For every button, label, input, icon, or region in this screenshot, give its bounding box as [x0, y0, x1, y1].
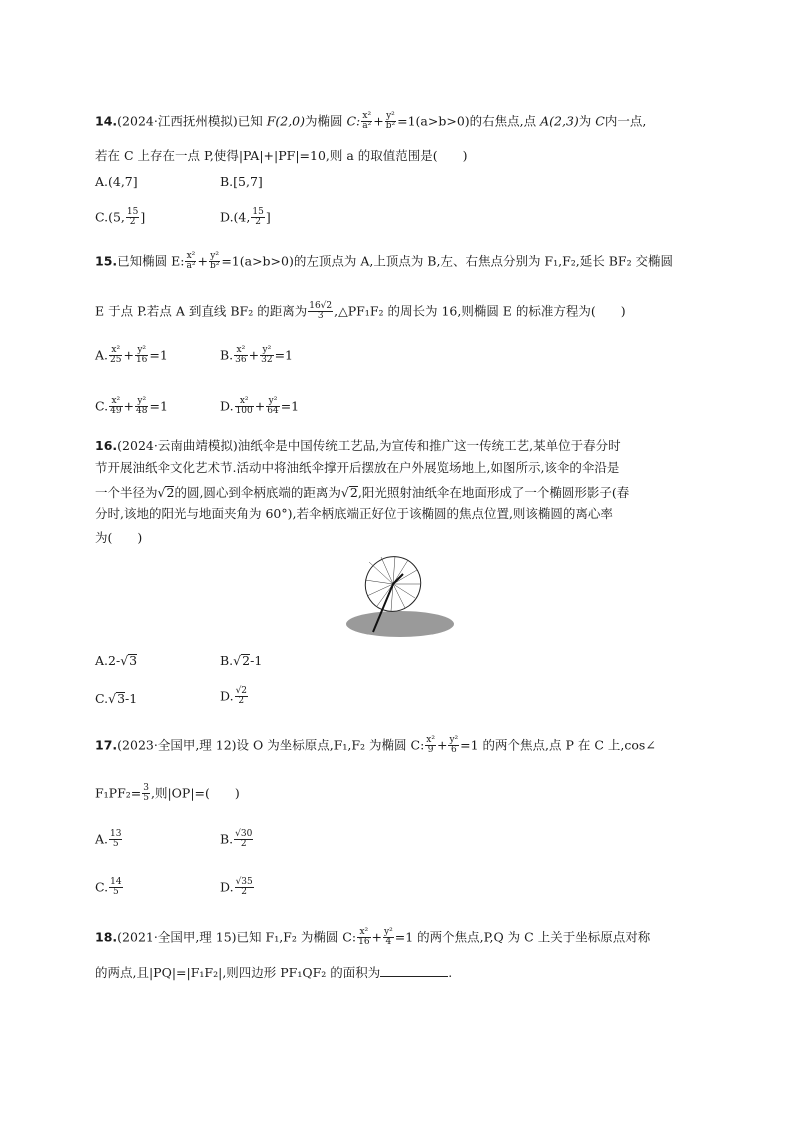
- q18-answer-blank[interactable]: [380, 966, 448, 977]
- q16-option-a[interactable]: A.2-√3: [95, 653, 138, 668]
- q16-line-2: 节开展油纸伞文化艺术节.活动中将油纸伞撑开后摆放在户外展览场地上,如图所示,该伞的伞沿是: [95, 460, 620, 475]
- q15-frac-y: $\frac{\text{y²}}{\text{b²}}$: [209, 251, 220, 272]
- q14-source: (2024·江西抚州模拟): [117, 113, 238, 129]
- q14-text-b: 为椭圆: [305, 113, 347, 129]
- q16-text-1: (2024·云南曲靖模拟)油纸伞是中国传统工艺品,为宣传和推广这一传统工艺,某单位于春分时: [117, 438, 621, 453]
- q18-line-2: 的两点,且|PQ|=|F₁F₂|,则四边形 PF₁QF₂ 的面积为 .: [95, 965, 453, 980]
- q15-line-1: 15.已知椭圆 E: $\frac{\text{x²}}{\text{a²}}$ + $\frac{\text{y²}}{\text{b²}}$ =1(a>b>0)的左顶点为 A,上顶点为 B,左、右焦点分别为 F₁,F₂,延长 BF₂ 交椭圆: [95, 251, 674, 272]
- q17-option-d[interactable]: D. $\frac{√35}{2}$: [220, 877, 253, 898]
- q14-frac-y: $\frac{\text{y²}}{\text{b²}}$: [385, 111, 396, 132]
- question-17: [95, 730, 705, 905]
- q15-option-a[interactable]: A. $\frac{\text{x²}}{25}$ + $\frac{\text{y²}}{16}$ =1: [95, 345, 168, 366]
- q17-line-1: 17.(2023·全国甲,理 12)设 O 为坐标原点,F₁,F₂ 为椭圆 C: $\frac{\text{x²}}{9}$ + $\frac{\text{y²}}{6}$ =1 的两个焦点,点 P 在 C 上,cos∠: [95, 735, 656, 756]
- question-16: [95, 432, 705, 712]
- q14-point-a: A(2,3): [540, 113, 579, 129]
- umbrella-shadow: [346, 611, 454, 637]
- q14-option-d[interactable]: D.(4, $\frac{15}{2}$ ]: [220, 207, 271, 228]
- q14-line-2: 若在 C 上存在一点 P,使得|PA|+|PF|=10,则 a 的取值范围是( ): [95, 148, 468, 163]
- q16-option-d[interactable]: D. $\frac{√2}{2}$: [220, 686, 248, 707]
- q17-option-a[interactable]: A. $\frac{13}{5}$: [95, 829, 122, 850]
- q14-text-d: 为: [578, 113, 596, 129]
- q14-ellipse-name: C:: [346, 113, 361, 129]
- q16-option-c[interactable]: C.√3-1: [95, 691, 138, 706]
- q14-number: 14.: [95, 113, 118, 129]
- q14-c: C: [595, 113, 605, 129]
- q16-line-5: 为( ): [95, 530, 143, 545]
- q15-frac-x: $\frac{\text{x²}}{\text{a²}}$: [186, 251, 196, 272]
- q17-line-2: F₁PF₂= $\frac{3}{5}$ ,则|OP|=( ): [95, 783, 240, 804]
- question-18: [95, 924, 705, 984]
- q14-option-b[interactable]: B.[5,7]: [220, 174, 263, 189]
- question-15: [95, 250, 705, 420]
- q18-line-1: 18.(2021·全国甲,理 15)已知 F₁,F₂ 为椭圆 C: $\frac{\text{x²}}{16}$ + $\frac{\text{y²}}{4}$ =1 的两个焦点,P,Q 为 C 上关于坐标原点对称: [95, 927, 651, 948]
- q15-text-a: 已知椭圆 E:: [117, 253, 185, 269]
- q15-line-2: [95, 302, 626, 322]
- umbrella-illustration: [345, 554, 465, 644]
- q14-text-c: 的右焦点,点: [469, 113, 541, 129]
- q16-line-3: 一个半径为√2的圆,圆心到伞柄底端的距离为√2,阳光照射油纸伞在地面形成了一个椭圆形影子(春: [95, 485, 630, 500]
- q15-text-d: ,△PF₁F₂ 的周长为 16,则椭圆 E 的标准方程为( ): [334, 303, 626, 319]
- q14-focus: F(2,0): [266, 113, 305, 129]
- q17-option-c[interactable]: C. $\frac{14}{5}$: [95, 877, 122, 898]
- q15-option-c[interactable]: C. $\frac{\text{x²}}{49}$ + $\frac{\text{y²}}{48}$ =1: [95, 396, 168, 417]
- q15-distance-frac: $\frac{16√2}{3}$: [309, 301, 333, 322]
- q14-option-a[interactable]: A.(4,7]: [95, 174, 138, 189]
- q15-text-c: E 于点 P.若点 A 到直线 BF₂ 的距离为: [95, 303, 308, 319]
- q14-option-c[interactable]: C.(5, $\frac{15}{2}$ ]: [95, 207, 146, 228]
- q16-option-b[interactable]: B.√2-1: [220, 653, 263, 668]
- q15-number: 15.: [95, 253, 118, 269]
- q14-plus: +: [373, 113, 384, 129]
- q14-text-a: 已知: [237, 113, 267, 129]
- q15-text-b: =1(a>b>0)的左顶点为 A,上顶点为 B,左、右焦点分别为 F₁,F₂,延长 BF₂ 交椭圆: [221, 253, 674, 269]
- question-14: [95, 108, 705, 228]
- q15-option-b[interactable]: B. $\frac{\text{x²}}{36}$ + $\frac{\text{y²}}{32}$ =1: [220, 345, 293, 366]
- q17-option-b[interactable]: B. $\frac{√30}{2}$: [220, 829, 253, 850]
- q16-number: 16.: [95, 438, 118, 453]
- q15-option-d[interactable]: D. $\frac{\text{x²}}{100}$ + $\frac{\text{y²}}{64}$ =1: [220, 396, 300, 417]
- q17-number: 17.: [95, 737, 118, 753]
- q18-number: 18.: [95, 929, 118, 945]
- q14-text-e: 内一点,: [604, 113, 647, 129]
- q14-frac-x: $\frac{\text{x²}}{\text{a²}}$: [362, 111, 372, 132]
- q16-line-4: 分时,该地的阳光与地面夹角为 60°),若伞柄底端正好位于该椭圆的焦点位置,则该椭圆的离心率: [95, 506, 613, 521]
- q16-line-1: [95, 440, 621, 453]
- q14-line-1: [95, 112, 646, 132]
- q14-eq: =1(a>b>0): [397, 113, 470, 129]
